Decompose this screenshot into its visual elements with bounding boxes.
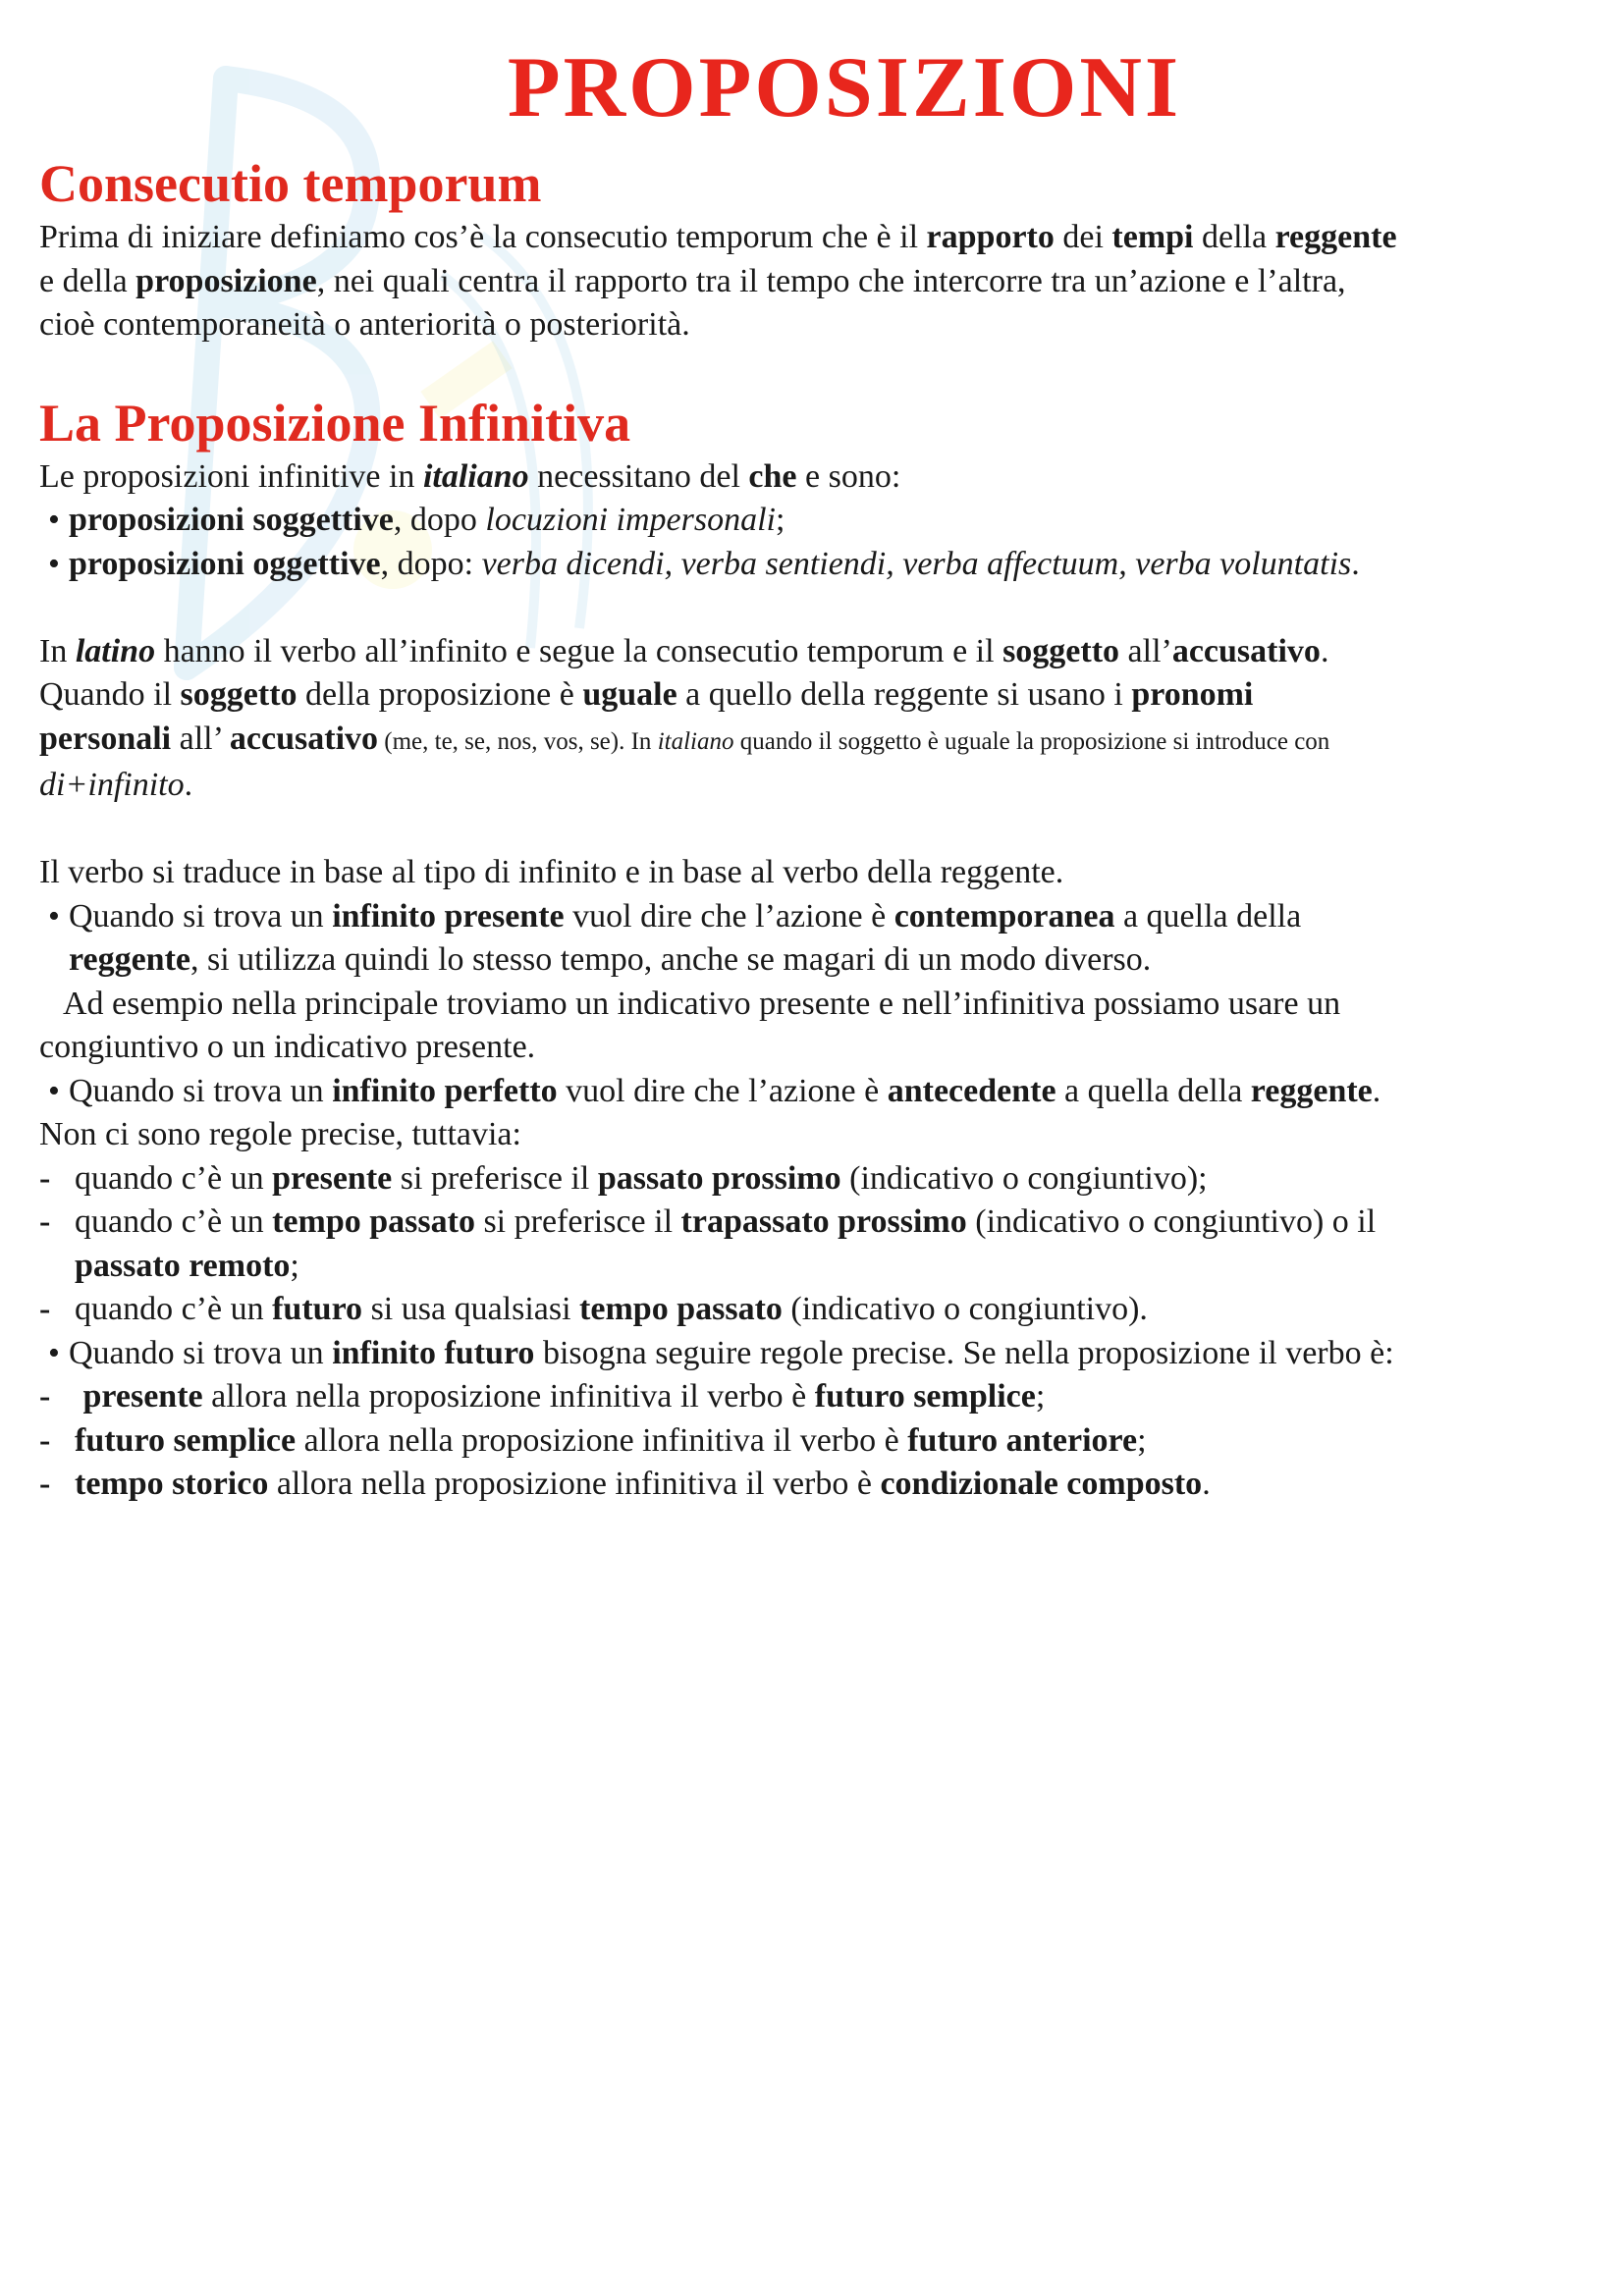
paragraph-line: congiuntivo o un indicativo presente. bbox=[39, 1029, 536, 1065]
paragraph-line: Le proposizioni infinitive in italiano necessitano del che e sono: bbox=[39, 457, 901, 495]
paragraph-line: Ad esempio nella principale troviamo un indicativo presente e nell’infinitiva possiamo usare un bbox=[63, 985, 1341, 1022]
list-item: • Quando si trova un infinito presente vuol dire che l’azione è contemporanea a quella della bbox=[39, 895, 1591, 939]
list-item: • proposizioni soggettive, dopo locuzioni impersonali; bbox=[39, 499, 1591, 543]
bullet-icon: • bbox=[48, 545, 60, 582]
paragraph-line: Quando il soggetto della proposizione è uguale a quello della reggente si usano i pronomi bbox=[39, 676, 1254, 713]
paragraph-line: Il verbo si traduce in base al tipo di infinito e in base al verbo della reggente. bbox=[39, 854, 1064, 890]
bullet-icon: • bbox=[48, 897, 60, 934]
paragraph-line: passato remoto; bbox=[75, 1247, 299, 1284]
section-heading-infinitiva: La Proposizione Infinitiva bbox=[39, 393, 631, 453]
paragraph-line: Prima di iniziare definiamo cos’è la consecutio temporum che è il rapporto dei tempi della reggente bbox=[39, 219, 1397, 255]
dash-icon: - bbox=[39, 1203, 51, 1240]
list-item: • proposizioni oggettive, dopo: verba dicendi, verba sentiendi, verba affectuum, verba voluntatis. bbox=[39, 543, 1591, 587]
document-page bbox=[39, 39, 1591, 1507]
list-item: • Quando si trova un infinito perfetto vuol dire che l’azione è antecedente a quella della reggente. bbox=[39, 1070, 1591, 1114]
bullet-icon: • bbox=[48, 1334, 60, 1371]
dash-icon: - bbox=[39, 1291, 51, 1327]
bullet-icon: • bbox=[48, 1072, 60, 1109]
bullet-icon: • bbox=[48, 502, 60, 538]
list-item: - quando c’è un futuro si usa qualsiasi tempo passato (indicativo o congiuntivo). bbox=[39, 1288, 1591, 1332]
list-item: - tempo storico allora nella proposizione infinitiva il verbo è condizionale composto. bbox=[39, 1463, 1591, 1507]
list-item: • Quando si trova un infinito futuro bisogna seguire regole precise. Se nella proposizione il verbo è: bbox=[39, 1332, 1591, 1376]
paragraph-line: personali all’ accusativo (me, te, se, nos, vos, se). In italiano quando il soggetto è uguale la proposizione si introduce con bbox=[39, 720, 1330, 757]
list-item: - futuro semplice allora nella proposizione infinitiva il verbo è futuro anteriore; bbox=[39, 1419, 1591, 1464]
paragraph-line: di+infinito. bbox=[39, 767, 193, 803]
paragraph-line: e della proposizione, nei quali centra il rapporto tra il tempo che intercorre tra un’azione e l’altra, bbox=[39, 262, 1346, 299]
paragraph-line: reggente, si utilizza quindi lo stesso tempo, anche se magari di un modo diverso. bbox=[69, 941, 1152, 978]
paragraph-line: cioè contemporaneità o anteriorità o posteriorità. bbox=[39, 306, 690, 343]
dash-icon: - bbox=[39, 1421, 51, 1459]
dash-icon: - bbox=[39, 1378, 51, 1415]
list-item: - quando c’è un tempo passato si preferisce il trapassato prossimo (indicativo o congiuntivo) o il bbox=[39, 1201, 1591, 1245]
paragraph-line: Non ci sono regole precise, tuttavia: bbox=[39, 1116, 521, 1152]
section-heading-consecutio: Consecutio temporum bbox=[39, 154, 542, 213]
page-title: PROPOSIZIONI bbox=[507, 40, 1182, 135]
dash-icon: - bbox=[39, 1466, 51, 1502]
paragraph-line: In latino hanno il verbo all’infinito e segue la consecutio temporum e il soggetto all’accusativo. bbox=[39, 632, 1329, 669]
list-item: - presente allora nella proposizione infinitiva il verbo è futuro semplice; bbox=[39, 1375, 1591, 1419]
dash-icon: - bbox=[39, 1159, 51, 1197]
list-item: - quando c’è un presente si preferisce il passato prossimo (indicativo o congiuntivo); bbox=[39, 1157, 1591, 1201]
